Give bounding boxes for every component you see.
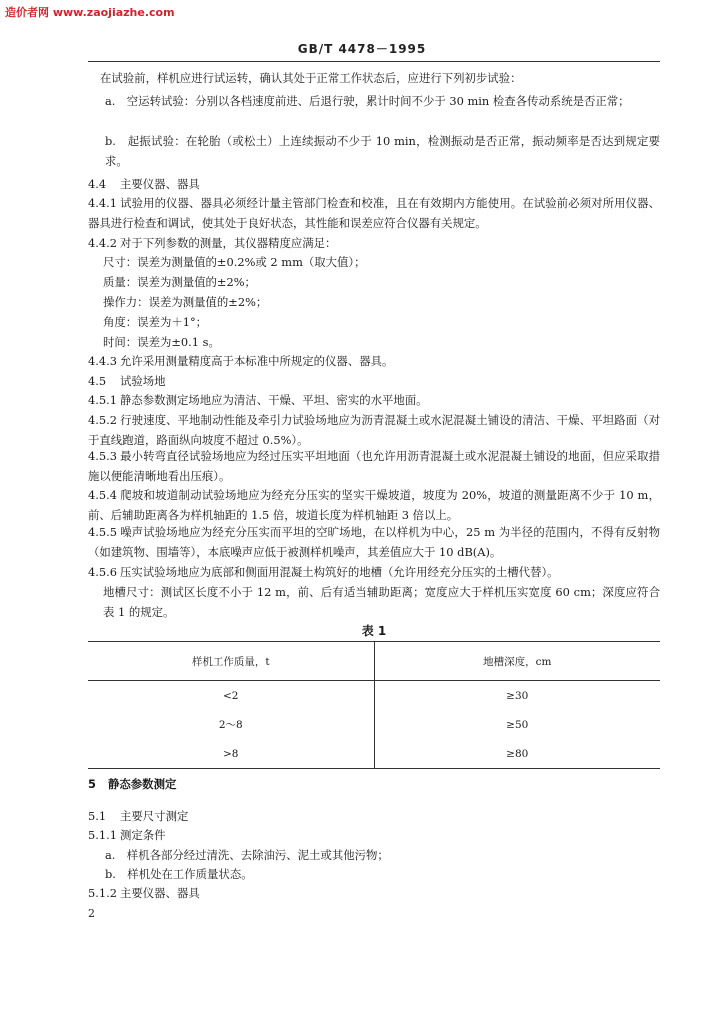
section-number: 4.4.2 <box>88 236 117 250</box>
section-4-4-2 <box>88 233 660 253</box>
section-number: 4.5.4 <box>88 488 117 502</box>
section-body: 对于下列参数的测量，其仪器精度应满足： <box>120 236 337 250</box>
cell-depth: ≥30 <box>506 689 529 702</box>
section-title: 静态参数测定 <box>108 777 177 791</box>
section-4-5-5 <box>88 522 660 562</box>
accuracy-force: 操作力：误差为测量值的±2%； <box>103 295 268 309</box>
accuracy-angle: 角度：误差为＋1°； <box>103 315 208 329</box>
section-body: 噪声试验场地应为经充分压实而平坦的空旷场地，在以样机为中心，25 m 为半径的范围内，不得有反射物（如建筑物、围墙等），本底噪声应低于被测样机噪声，其差值应大于 10 dB(A)。 <box>88 525 660 559</box>
section-title: 试验场地 <box>120 374 166 388</box>
section-number: 4.4.3 <box>88 354 117 368</box>
section-4-5-6 <box>88 562 660 582</box>
col-header-mass: 样机工作质量，t <box>88 642 374 681</box>
section-number: 4.5.6 <box>88 565 117 579</box>
item-b-vibration: b. 起振试验：在轮胎（或松土）上连续振动不少于 10 min，检测振动是否正常，振动频率是否达到规定要求。 <box>105 134 660 168</box>
accuracy-time: 时间：误差为±0.1 s。 <box>103 335 220 349</box>
section-title: 主要仪器、器具 <box>120 886 200 900</box>
cell-depth: ≥80 <box>374 739 660 769</box>
trench-depth-table <box>88 641 660 769</box>
section-number: 4.5 <box>88 374 107 388</box>
section-number: 5.1 <box>88 809 107 823</box>
cell-depth: ≥50 <box>506 718 529 731</box>
section-number: 5 <box>88 777 96 791</box>
section-number: 4.5.1 <box>88 393 117 407</box>
section-body: 爬坡和坡道制动试验场地应为经充分压实的坚实干燥坡道，坡度为 20%，坡道的测量距离不少于 10 m，前、后辅助距离各为样机轴距的 1.5 倍，坡道长度为样机轴距 3 倍以上。 <box>88 488 660 522</box>
condition-a: a. 样机各部分经过清洗、去除油污、泥土或其他污物； <box>105 848 389 862</box>
section-body: 允许采用测量精度高于本标准中所规定的仪器、器具。 <box>120 354 394 368</box>
cell-mass: <2 <box>88 681 374 711</box>
section-4-5-1 <box>88 390 660 410</box>
section-body: 行驶速度、平地制动性能及牵引力试验场地应为沥青混凝土或水泥混凝土铺设的清洁、干燥、平坦路面（对于直线跑道，路面纵向坡度不超过 0.5%）。 <box>88 413 660 447</box>
table-row <box>88 739 660 769</box>
header-rule <box>88 61 660 62</box>
section-4-5-3 <box>88 446 660 486</box>
standard-header: GB/T 4478－1995 <box>297 42 427 56</box>
section-5-1-1-heading <box>88 825 660 845</box>
section-number: 4.4.1 <box>88 196 117 210</box>
section-number: 4.5.2 <box>88 413 117 427</box>
section-body: 最小转弯直径试验场地应为经过压实平坦地面（也允许用沥青混凝土或水泥混凝土铺设的地面，但应采取措施以便能清晰地看出压痕）。 <box>88 449 660 483</box>
section-number: 4.5.3 <box>88 449 117 463</box>
table-row <box>88 710 660 739</box>
section-4-5-4 <box>88 485 660 525</box>
section-body: 压实试验场地应为底部和侧面用混凝土构筑好的地槽（允许用经充分压实的土槽代替）。 <box>120 565 559 579</box>
accuracy-mass: 质量：误差为测量值的±2%； <box>103 275 256 289</box>
section-body: 静态参数测定场地应为清洁、干燥、平坦、密实的水平地面。 <box>120 393 428 407</box>
condition-b: b. 样机处在工作质量状态。 <box>105 867 253 881</box>
section-5-1-heading <box>88 806 660 826</box>
table-caption: 表 1 <box>361 624 387 638</box>
section-number: 4.5.5 <box>88 525 117 539</box>
table-row <box>88 681 660 711</box>
watermark: 造价者网 www.zaojiazhe.com <box>5 6 175 19</box>
cell-mass: 2～8 <box>88 710 374 739</box>
page-number: 2 <box>88 907 95 920</box>
section-number: 5.1.1 <box>88 828 117 842</box>
section-4-5-heading <box>88 371 660 391</box>
section-title: 主要仪器、器具 <box>120 177 200 191</box>
section-title: 测定条件 <box>120 828 166 842</box>
table-header-row <box>88 642 660 681</box>
section-4-4-heading <box>88 174 660 194</box>
section-4-4-1 <box>88 193 660 233</box>
section-5-1-2-heading <box>88 883 660 903</box>
section-number: 4.4 <box>88 177 107 191</box>
trench-size-paragraph: 地槽尺寸：测试区长度不小于 12 m，前、后有适当辅助距离；宽度应大于样机压实宽度 60 cm；深度应符合表 1 的规定。 <box>103 585 660 619</box>
section-title: 主要尺寸测定 <box>120 809 189 823</box>
accuracy-size: 尺寸：误差为测量值的±0.2%或 2 mm（取大值）； <box>103 255 366 269</box>
intro-paragraph: 在试验前，样机应进行试运转，确认其处于正常工作状态后，应进行下列初步试验： <box>100 71 522 85</box>
section-4-5-2 <box>88 410 660 450</box>
cell-mass: >8 <box>88 739 374 769</box>
section-body: 试验用的仪器、器具必须经计量主管部门检查和校准，且在有效期内方能使用。在试验前必须对所用仪器、器具进行检查和调试，使其处于良好状态，其性能和误差应符合仪器有关规定。 <box>88 196 660 230</box>
section-number: 5.1.2 <box>88 886 117 900</box>
section-4-4-3 <box>88 351 660 371</box>
section-5-heading <box>88 774 660 794</box>
item-a-idle-run: a. 空运转试验：分别以各档速度前进、后退行驶，累计时间不少于 30 min 检查各传动系统是否正常； <box>105 94 630 108</box>
col-header-depth: 地槽深度，cm <box>374 642 660 681</box>
